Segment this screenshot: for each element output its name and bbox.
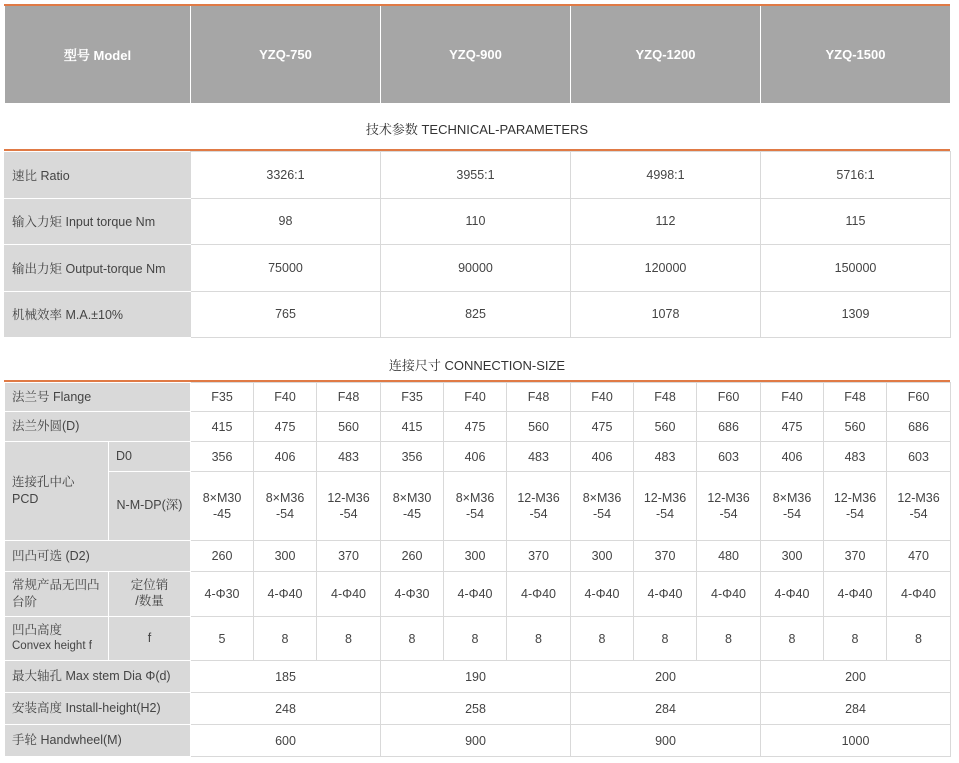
table-cell: F48 [824, 383, 887, 412]
table-cell: 8 [824, 617, 887, 661]
table-cell: 356 [191, 442, 254, 472]
table-cell: F48 [317, 383, 381, 412]
table-cell: 258 [381, 693, 571, 725]
table-cell: 3326:1 [191, 152, 381, 199]
table-cell: 415 [191, 412, 254, 442]
table-cell [887, 472, 951, 541]
nmdp-line1: 8×M36 [265, 490, 305, 505]
table-row [5, 472, 951, 541]
pcd-label-line2: PCD [12, 492, 39, 506]
table-cell: 112 [571, 198, 761, 245]
nmdp-line2: -54 [339, 507, 358, 521]
table-cell: 765 [191, 291, 381, 338]
output-torque-label: 输出力矩 Output-torque Nm [5, 245, 191, 292]
nmdp-line1: 8×M30 [202, 490, 242, 505]
table-cell: 260 [191, 541, 254, 572]
d2-label: 凹凸可选 (D2) [5, 541, 191, 572]
table-row [5, 412, 951, 442]
convex-sub-label: f [109, 617, 191, 661]
table-cell: F60 [887, 383, 951, 412]
pin-label: 常规产品无凹凸台阶 [5, 572, 109, 617]
table-cell: 8 [634, 617, 697, 661]
convex-label-line2: Convex height f [12, 640, 92, 653]
table-cell: 686 [887, 412, 951, 442]
model-yzq-750: YZQ-750 [191, 6, 381, 103]
table-cell: 370 [634, 541, 697, 572]
table-cell: 75000 [191, 245, 381, 292]
table-cell [634, 472, 697, 541]
table-cell: 560 [317, 412, 381, 442]
nmdp-line2: -54 [909, 507, 928, 521]
outer-diameter-label: 法兰外圆(D) [5, 412, 191, 442]
table-cell: 560 [824, 412, 887, 442]
table-cell: 415 [381, 412, 444, 442]
table-cell [381, 472, 444, 541]
nmdp-line2: -54 [275, 507, 295, 521]
table-cell: 370 [824, 541, 887, 572]
table-cell: 8 [381, 617, 444, 661]
pin-sub-label [109, 572, 191, 617]
table-cell: 8 [697, 617, 761, 661]
table-cell: 4-Φ40 [317, 572, 381, 617]
table-cell: 4-Φ40 [761, 572, 824, 617]
table-row [5, 152, 951, 199]
model-yzq-1500: YZQ-1500 [761, 6, 951, 103]
table-cell [191, 472, 254, 541]
nmdp-line1: 8×M36 [582, 490, 622, 505]
table-cell: 4-Φ40 [507, 572, 571, 617]
table-cell: 300 [571, 541, 634, 572]
table-cell: 4-Φ30 [381, 572, 444, 617]
table-row [5, 693, 951, 725]
table-cell: 4-Φ30 [191, 572, 254, 617]
table-cell: 1309 [761, 291, 951, 338]
table-cell: 8 [317, 617, 381, 661]
connection-size-table [4, 382, 951, 757]
pcd-label [5, 442, 109, 541]
table-cell: 470 [887, 541, 951, 572]
table-cell [254, 472, 317, 541]
tech-section-title: 技术参数 TECHNICAL-PARAMETERS [365, 122, 589, 137]
table-cell: F60 [697, 383, 761, 412]
table-row [5, 383, 951, 412]
nmdp-line1: 8×M36 [772, 490, 812, 505]
table-cell [571, 472, 634, 541]
table-cell: 5 [191, 617, 254, 661]
table-cell: 115 [761, 198, 951, 245]
nmdp-line2: -54 [465, 507, 485, 521]
model-header-table [4, 6, 951, 103]
table-cell: 600 [191, 725, 381, 757]
table-cell: 406 [254, 442, 317, 472]
table-cell [444, 472, 507, 541]
table-cell: 900 [571, 725, 761, 757]
table-cell: 475 [444, 412, 507, 442]
table-cell: 900 [381, 725, 571, 757]
nmdp-label: N-M-DP(深) [109, 472, 191, 541]
handwheel-label: 手轮 Handwheel(M) [5, 725, 191, 757]
table-cell [317, 472, 381, 541]
nmdp-line2: -45 [212, 507, 232, 521]
table-row [5, 572, 951, 617]
table-cell: 825 [381, 291, 571, 338]
table-cell: 120000 [571, 245, 761, 292]
table-cell: 200 [761, 661, 951, 693]
table-row [5, 725, 951, 757]
nmdp-line1: 8×M36 [455, 490, 495, 505]
table-cell: 90000 [381, 245, 571, 292]
table-row [5, 291, 951, 338]
table-cell: 356 [381, 442, 444, 472]
table-cell: 560 [634, 412, 697, 442]
table-cell: 284 [571, 693, 761, 725]
table-cell: 300 [761, 541, 824, 572]
nmdp-line2: -54 [655, 507, 675, 521]
ratio-label: 速比 Ratio [5, 152, 191, 199]
table-cell: 300 [444, 541, 507, 572]
table-cell: 370 [507, 541, 571, 572]
table-cell: 4-Φ40 [254, 572, 317, 617]
nmdp-line2: -45 [402, 507, 422, 521]
nmdp-line1: 12-M36 [643, 490, 687, 505]
table-cell: 483 [317, 442, 381, 472]
model-label: 型号 Model [5, 6, 191, 103]
table-cell: 8 [444, 617, 507, 661]
table-cell: 8 [254, 617, 317, 661]
table-cell: 4-Φ40 [824, 572, 887, 617]
max-stem-label: 最大轴孔 Max stem Dia Φ(d) [5, 661, 191, 693]
table-row [5, 245, 951, 292]
table-cell: 1078 [571, 291, 761, 338]
install-height-label: 安装高度 Install-height(H2) [5, 693, 191, 725]
table-cell: 8 [507, 617, 571, 661]
pin-sub-line2: /数量 [135, 594, 164, 608]
nmdp-line1: 12-M36 [897, 490, 940, 505]
table-row [5, 661, 951, 693]
flange-label: 法兰号 Flange [5, 383, 191, 412]
table-cell: 4-Φ40 [887, 572, 951, 617]
table-cell: 483 [824, 442, 887, 472]
table-cell [697, 472, 761, 541]
table-cell: 200 [571, 661, 761, 693]
table-cell: 190 [381, 661, 571, 693]
nmdp-line1: 12-M36 [517, 490, 560, 505]
pin-sub-line1: 定位销 [130, 578, 169, 593]
nmdp-line2: -54 [782, 507, 802, 521]
table-cell: F40 [571, 383, 634, 412]
table-cell: F35 [191, 383, 254, 412]
table-cell: 3955:1 [381, 152, 571, 199]
technical-parameters-table [4, 151, 951, 338]
table-cell: 98 [191, 198, 381, 245]
table-cell: 4-Φ40 [697, 572, 761, 617]
convex-label-line1: 凹凸高度 [12, 623, 63, 638]
nmdp-line2: -54 [719, 507, 738, 521]
table-cell: 4-Φ40 [634, 572, 697, 617]
table-cell: F48 [634, 383, 697, 412]
table-cell: 686 [697, 412, 761, 442]
table-cell: 4-Φ40 [571, 572, 634, 617]
table-cell: 4-Φ40 [444, 572, 507, 617]
input-torque-label: 输入力矩 Input torque Nm [5, 198, 191, 245]
table-cell: 406 [444, 442, 507, 472]
model-yzq-1200: YZQ-1200 [571, 6, 761, 103]
nmdp-line1: 12-M36 [707, 490, 750, 505]
table-cell: 260 [381, 541, 444, 572]
d0-label: D0 [109, 442, 191, 472]
nmdp-line1: 12-M36 [833, 490, 877, 505]
table-row [5, 541, 951, 572]
table-cell: 406 [761, 442, 824, 472]
table-cell: 406 [571, 442, 634, 472]
table-cell [761, 472, 824, 541]
model-yzq-900: YZQ-900 [381, 6, 571, 103]
table-cell: F40 [761, 383, 824, 412]
table-cell: 603 [697, 442, 761, 472]
nmdp-line2: -54 [529, 507, 548, 521]
nmdp-line2: -54 [845, 507, 865, 521]
mechanical-advantage-label: 机械效率 M.A.±10% [5, 291, 191, 338]
table-row [5, 198, 951, 245]
table-cell: 475 [571, 412, 634, 442]
table-cell: 110 [381, 198, 571, 245]
table-cell: 5716:1 [761, 152, 951, 199]
table-cell: F48 [507, 383, 571, 412]
table-cell: 480 [697, 541, 761, 572]
table-cell: 185 [191, 661, 381, 693]
table-cell: 603 [887, 442, 951, 472]
table-cell [507, 472, 571, 541]
table-cell: 560 [507, 412, 571, 442]
table-cell: 8 [761, 617, 824, 661]
convex-label [5, 617, 109, 661]
table-cell: 1000 [761, 725, 951, 757]
table-cell: 300 [254, 541, 317, 572]
table-cell: 248 [191, 693, 381, 725]
table-row [5, 442, 951, 472]
table-cell: 475 [254, 412, 317, 442]
table-cell [824, 472, 887, 541]
table-cell: 475 [761, 412, 824, 442]
table-cell: 8 [571, 617, 634, 661]
table-cell: 8 [887, 617, 951, 661]
nmdp-line1: 12-M36 [327, 490, 370, 505]
table-cell: 284 [761, 693, 951, 725]
table-cell: 370 [317, 541, 381, 572]
table-cell: F35 [381, 383, 444, 412]
table-cell: 483 [507, 442, 571, 472]
nmdp-line1: 8×M30 [392, 490, 432, 505]
table-cell: 150000 [761, 245, 951, 292]
table-cell: 483 [634, 442, 697, 472]
pcd-label-line1: 连接孔中心 [12, 475, 75, 490]
table-row [5, 617, 951, 661]
connection-section-title: 连接尺寸 CONNECTION-SIZE [388, 358, 566, 373]
nmdp-line2: -54 [592, 507, 612, 521]
table-cell: 4998:1 [571, 152, 761, 199]
table-cell: F40 [444, 383, 507, 412]
table-cell: F40 [254, 383, 317, 412]
